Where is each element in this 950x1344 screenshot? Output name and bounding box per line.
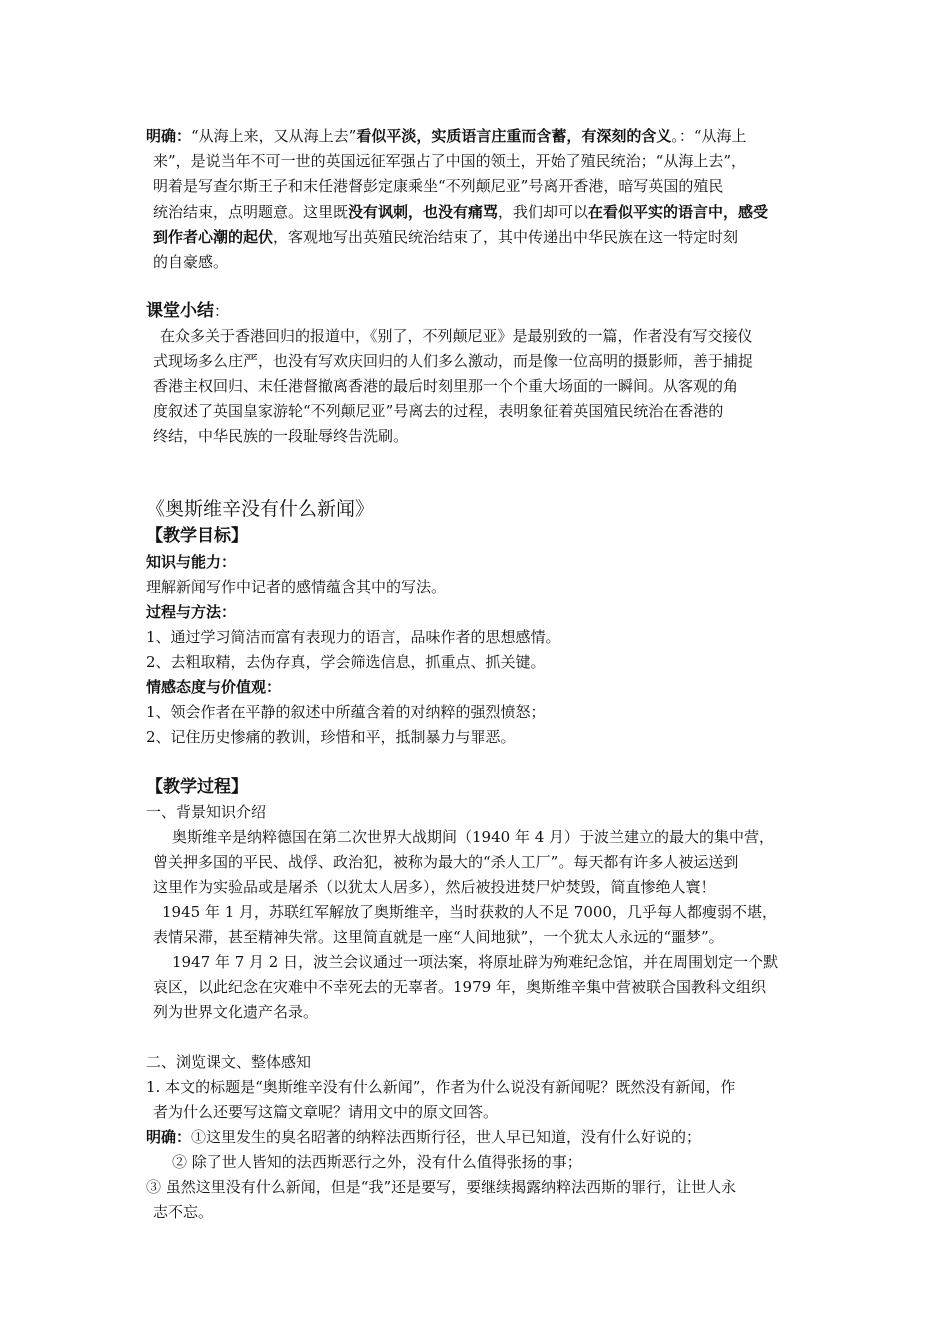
background-line-1: 奥斯维辛是纳粹德国在第二次世界大战期间（1940 年 4 月）于波兰建立的最大的集中营， <box>172 828 775 846</box>
explanation-line-3: 明着是写查尔斯王子和末任港督彭定康乘坐“不列颠尼亚”号离开香港，暗写英国的殖民 <box>153 177 724 195</box>
answer-item-3-line-1: ③ 虽然这里没有什么新闻，但是“我”还是要写，要继续揭露纳粹法西斯的罪行，让世人永 <box>146 1178 737 1196</box>
explanation-bold: 看似平淡，实质语言庄重而含蓄，有深刻的含义 <box>356 127 672 145</box>
summary-heading-text: 课堂小结 <box>146 301 214 321</box>
answer-item-3-line-2: 志不忘。 <box>153 1203 214 1221</box>
summary-line-5: 终结，中华民族的一段耻辱终告洗刷。 <box>153 427 409 445</box>
explanation-line-6: 的自豪感。 <box>153 253 229 271</box>
background-line-5: 表情呆滞，甚至精神失常。这里简直就是一座“人间地狱”，一个犹太人永远的“噩梦”。 <box>153 928 724 946</box>
background-line-2: 曾关押多国的平民、战俘、政治犯，被称为最大的“杀人工厂”。每天都有许多人被运送到 <box>153 853 739 871</box>
question-1-line-1: 1. 本文的标题是“奥斯维辛没有什么新闻”，作者为什么说没有新闻呢？既然没有新闻，作 <box>146 1078 736 1096</box>
explanation-line-2: 来”，是说当年不可一世的英国远征军强占了中国的领土，开始了殖民统治；“从海上去”， <box>153 152 747 170</box>
background-line-6: 1947 年 7 月 2 日，波兰会议通过一项法案，将原址辟为殉难纪念馆，并在周围划定一个默 <box>172 953 779 971</box>
attitude-item-2: 2、记住历史惨痛的教训，珍惜和平，抵制暴力与罪恶。 <box>146 728 516 746</box>
explanation-quote: “从海上来，又从海上去” <box>191 127 357 145</box>
knowledge-text: 理解新闻写作中记者的感情蕴含其中的写法。 <box>146 578 447 596</box>
explanation-line-4d: 在看似平实的语言中，感受 <box>588 203 769 221</box>
answer-label: 明确： <box>146 1128 192 1146</box>
procedure-heading: 【教学过程】 <box>146 777 248 797</box>
process-label: 过程与方法： <box>146 603 237 621</box>
process-item-2: 2、去粗取精，去伪存真，学会筛选信息，抓重点、抓关键。 <box>146 653 546 671</box>
explanation-line-5 <box>153 226 738 248</box>
background-line-4: 1945 年 1 月，苏联红军解放了奥斯维辛，当时获救的人不足 7000，几乎每人都瘦弱不堪， <box>162 903 777 921</box>
knowledge-label: 知识与能力： <box>146 553 237 571</box>
attitude-item-1: 1、领会作者在平静的叙述中所蕴含着的对纳粹的强烈愤怒； <box>146 703 546 721</box>
background-heading: 一、背景知识介绍 <box>146 803 267 821</box>
summary-heading-colon: ： <box>214 302 230 320</box>
explanation-line-4a: 统治结束，点明题意。这里既 <box>153 203 349 221</box>
attitude-label: 情感态度与价值观： <box>146 678 282 696</box>
summary-line-1: 在众多关于香港回归的报道中，《别了，不列颠尼亚》是最别致的一篇，作者没有写交接仪 <box>160 327 753 345</box>
explanation-line-4 <box>153 201 768 223</box>
explanation-line-1 <box>146 125 747 147</box>
summary-line-3: 香港主权回归、末任港督撤离香港的最后时刻里那一个个重大场面的一瞬间。从客观的角 <box>153 377 739 395</box>
browse-heading: 二、浏览课文、整体感知 <box>146 1053 312 1071</box>
summary-heading <box>146 300 229 322</box>
explanation-line-4c: ，我们却可以 <box>498 203 589 221</box>
explanation-line-5a: 到作者心潮的起伏 <box>153 228 274 246</box>
background-line-7: 哀区，以此纪念在灾难中不幸死去的无辜者。1979 年，奥斯维辛集中营被联合国教科文组织 <box>153 978 766 996</box>
summary-line-2: 式现场多么庄严，也没有写欢庆回归的人们多么激动，而是像一位高明的摄影师，善于捕捉 <box>153 352 754 370</box>
process-item-1: 1、通过学习简洁而富有表现力的语言，品味作者的思想感情。 <box>146 628 561 646</box>
background-line-8: 列为世界文化遗产名录。 <box>153 1003 319 1021</box>
answer-line-1 <box>146 1126 701 1148</box>
question-1-line-2: 者为什么还要写这篇文章呢？请用文中的原文回答。 <box>153 1103 499 1121</box>
explanation-label: 明确： <box>146 127 192 145</box>
answer-item-2: ② 除了世人皆知的法西斯恶行之外，没有什么值得张扬的事； <box>172 1153 582 1171</box>
explanation-line-4b: 没有讽刺，也没有痛骂 <box>348 203 499 221</box>
objectives-heading: 【教学目标】 <box>146 526 248 546</box>
lesson-title: 《奥斯维辛没有什么新闻》 <box>146 498 375 520</box>
answer-item-1: ①这里发生的臭名昭著的纳粹法西斯行径，世人早已知道，没有什么好说的； <box>191 1128 702 1146</box>
summary-line-4: 度叙述了英国皇家游轮“不列颠尼亚”号离去的过程，表明象征着英国殖民统治在香港的 <box>153 402 724 420</box>
background-line-3: 这里作为实验品或是屠杀（以犹太人居多），然后被投进焚尸炉焚毁，简直惨绝人寰！ <box>153 878 716 896</box>
explanation-rest: 。：“从海上 <box>671 127 747 145</box>
explanation-line-5b: ，客观地写出英殖民统治结束了，其中传递出中华民族在这一特定时刻 <box>273 228 739 246</box>
